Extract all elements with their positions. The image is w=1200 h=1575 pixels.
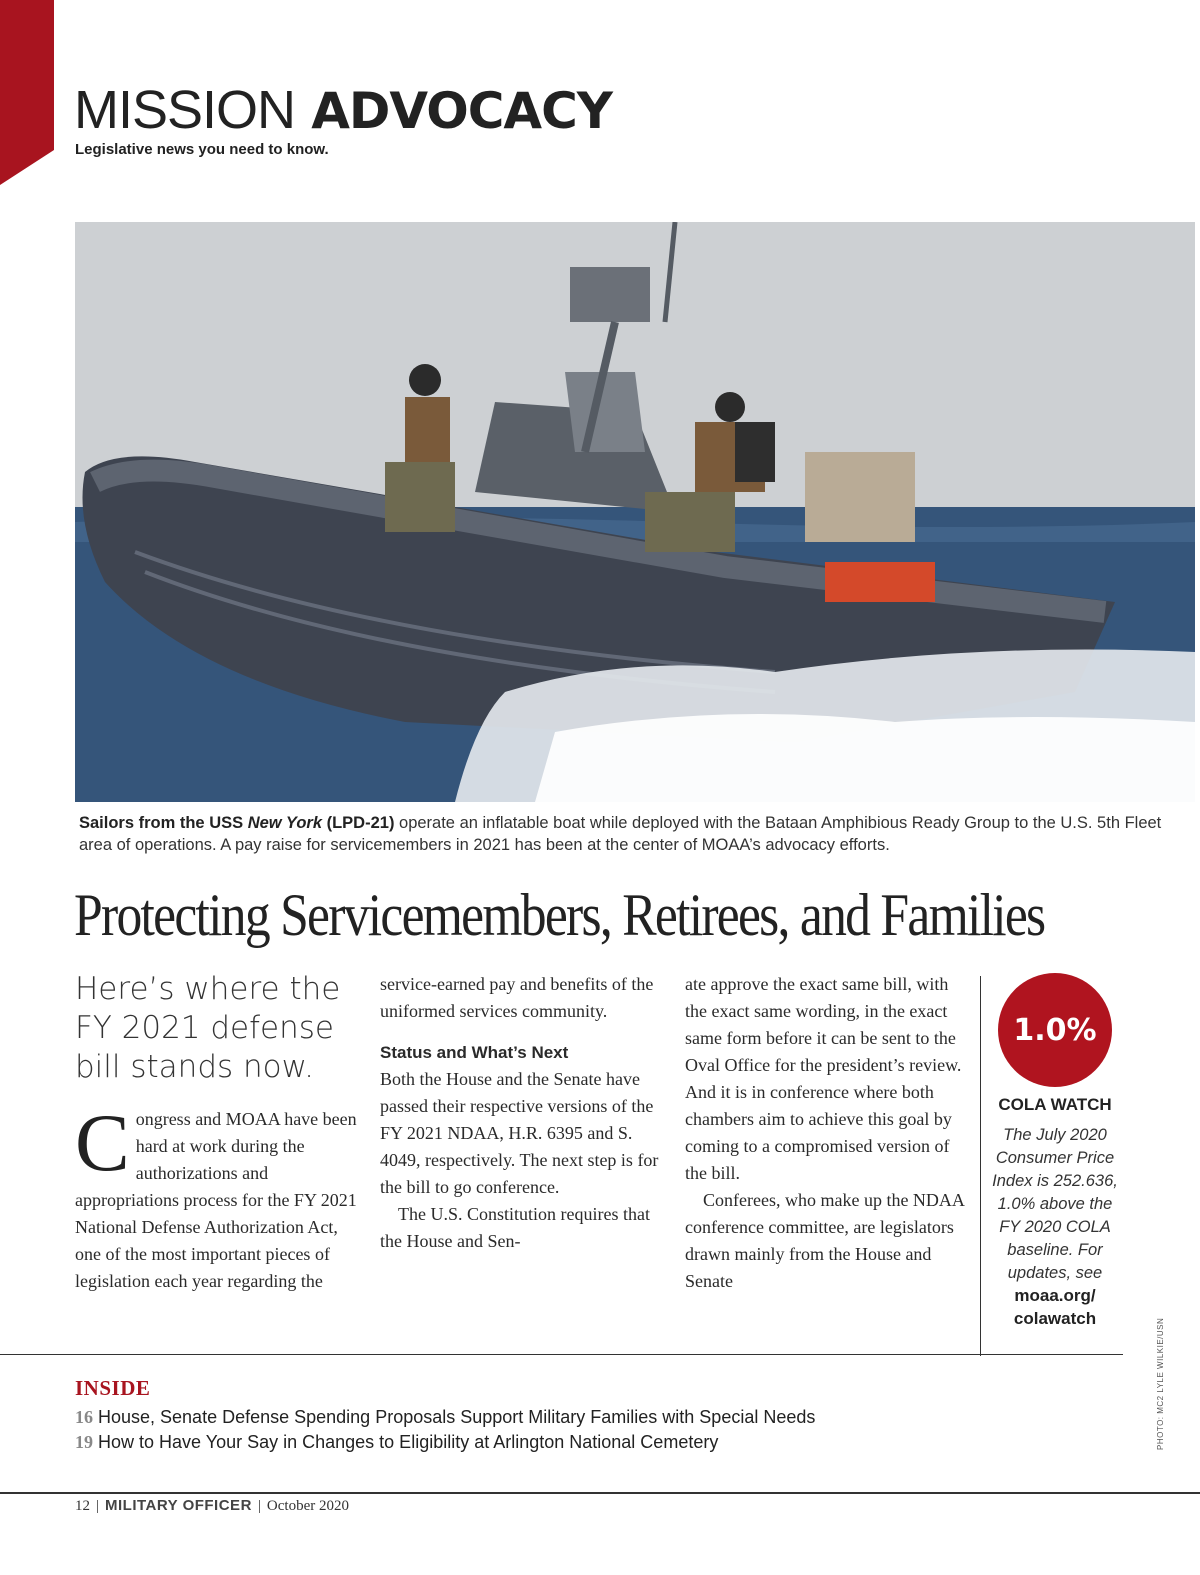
inside-item-title: House, Senate Defense Spending Proposals Support Military Families with Special Needs [98,1407,816,1427]
section-title-light: MISSION [74,80,296,140]
inside-item-title: How to Have Your Say in Changes to Eligibility at Arlington National Cemetery [98,1432,719,1452]
inside-item-page: 19 [75,1432,93,1452]
section-color-tab [0,0,54,185]
col1-text: ongress and MOAA have been hard at work during the authorizations and appropriations process for the FY 2021 National Defense Authorization Act, one of the most important pieces of legislation each year regarding the [75,1109,357,1291]
col2-paragraph-2: Both the House and the Senate have passed their respective versions of the FY 2021 NDAA, H.R. 6395 and S. 4049, respectively. The next step is for the bill to go conference. [380,1069,659,1197]
article-column-2 [380,971,665,1255]
inside-item[interactable] [75,1407,815,1428]
cola-link[interactable]: moaa.org/ colawatch [1013,1286,1097,1328]
inside-item-page: 16 [75,1407,93,1427]
boat-illustration [75,222,1195,802]
caption-body: operate an inflatable boat while deployed with the Bataan Amphibious Ready Group to the U.S. 5th Fleet area of operations. A pay raise for servicemembers in 2021 has been at the center of MOAA’s advocacy efforts. [79,814,1162,854]
col2-paragraph-3: The U.S. Constitution requires that the House and Sen- [380,1204,650,1251]
page-number: 12 [75,1498,90,1514]
hero-photo [75,222,1195,802]
section-title [74,80,612,141]
inside-item[interactable] [75,1432,718,1453]
photo-credit: PHOTO: MC2 LYLE WILKIE/USN [1156,1317,1165,1450]
col2-subhead: Status and What’s Next [380,1043,569,1062]
sidebar-divider [980,976,981,1356]
inside-title: INSIDE [75,1376,151,1400]
section-subtitle: Legislative news you need to know. [75,141,329,158]
article-headline: Protecting Servicemembers, Retirees, and Families [74,882,1045,948]
article-column-1 [75,1097,360,1295]
issue-date: October 2020 [266,1498,349,1514]
caption-lead: Sailors from the USS New York (LPD-21) [79,814,395,832]
photo-caption [79,812,1179,856]
article-deck: Here’s where the FY 2021 defense bill stands now. [75,971,341,1085]
article-column-3 [685,971,970,1295]
page-footer: 12 | MILITARY OFFICER | October 2020 [75,1497,349,1514]
inside-divider [0,1354,1123,1355]
magazine-name: MILITARY OFFICER [105,1497,252,1514]
col2-paragraph-1: service-earned pay and benefits of the uniformed services community. [380,974,654,1021]
col3-paragraph-2: Conferees, who make up the NDAA conference committee, are legislators drawn mainly from the House and Senate [685,1190,964,1291]
drop-cap: C [75,1097,130,1188]
cola-title: COLA WATCH [998,1095,1112,1114]
section-title-bold: ADVOCACY [311,82,613,140]
footer-divider [0,1492,1200,1494]
cola-text: The July 2020 Consumer Price Index is 252.636, 1.0% above the FY 2020 COLA baseline. For updates, see [992,1126,1118,1282]
col3-paragraph-1: ate approve the exact same bill, with the exact same wording, in the exact same form before it can be sent to the Oval Office for the president’s review. And it is in conference where both chambers aim to achieve this goal by coming to a compromised version of the bill. [685,974,962,1183]
cola-badge: 1.0% [998,973,1112,1087]
